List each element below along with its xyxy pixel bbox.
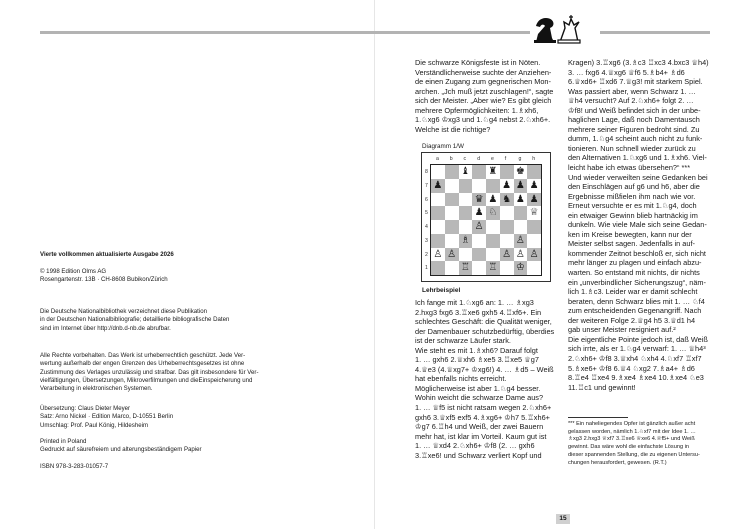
print-line: Gedruckt auf säurefreiem und alterungsbeständigem Papier	[40, 446, 202, 454]
rank-label: 4	[425, 224, 428, 230]
text-line: Ergebnisse mißfielen ihm nach wie vor.	[568, 191, 696, 201]
dnb-line: in der Deutschen Nationalbibliografie; detaillierte bibliografische Daten	[40, 316, 230, 324]
piece-g6: ♟	[515, 193, 525, 205]
square-b1	[445, 261, 459, 275]
text-line: tionieren. Nun schnell wieder zurück zu	[568, 143, 696, 153]
credit-line: Übersetzung: Claus Dieter Meyer	[40, 405, 131, 412]
header-rule-left	[40, 31, 530, 34]
square-a4	[431, 220, 445, 234]
file-label: b	[449, 156, 453, 162]
text-line: leicht habe ich etwas übersehen?“ ***	[568, 163, 691, 173]
text-line: 11.♖c1 und gewinnt!	[568, 382, 636, 392]
rights-line: wertung außerhalb der engen Grenzen des Urheberrechtsgesetzes ist ohne	[40, 360, 245, 368]
piece-f7: ♟	[502, 179, 512, 191]
text-line: sich der Meister. „Aber wie? Es gibt gleich	[415, 96, 552, 106]
text-line: Verständlicherweise suchte der Anziehen-	[415, 67, 552, 77]
text-line: ein etwaiger Gewinn blieb hartnäckig im	[568, 210, 698, 220]
square-f5	[500, 206, 514, 220]
credit-line: Satz: Arno Nickel · Edition Marco, D-10551 Berlin	[40, 413, 174, 421]
square-f6	[500, 193, 514, 207]
text-line: 8.♖e4 ♖xe4 9.♗xe4 ♗xe4 10.♗xe4 ♘e3	[568, 373, 704, 383]
square-b4	[445, 220, 459, 234]
square-f7	[500, 179, 514, 193]
text-line: ♔f8! und Weiß befindet sich in der unbe-	[568, 105, 701, 115]
square-e8	[486, 165, 500, 179]
rank-label: 3	[425, 237, 428, 244]
text-line: Kragen) 3.♖xg6 (3.♗c3 ♖xc3 4.bxc3 ♕h4)	[568, 58, 709, 67]
text-line: 1. … ♕f5 ist nicht ratsam wegen 2.♘xh6+	[415, 403, 552, 413]
square-g8	[514, 165, 528, 179]
isbn-line: ISBN 978-3-283-01057-7	[40, 463, 109, 470]
text-line: haglichen Lage, daß noch Damentausch	[568, 115, 700, 125]
square-g6	[514, 193, 528, 207]
square-d3	[472, 234, 486, 248]
text-column-left-top	[415, 58, 562, 134]
square-c6	[459, 193, 473, 207]
piece-d5: ♟	[474, 207, 484, 219]
text-line: ist der schwarze Läufer stark.	[415, 336, 511, 346]
piece-h7: ♟	[529, 179, 539, 191]
square-a5	[431, 206, 445, 220]
text-line: hat ebenfalls nichts erreicht.	[415, 374, 507, 384]
square-c4	[459, 220, 473, 234]
text-line: gab unser Meister resigniert auf.²	[568, 325, 676, 335]
square-g2	[514, 248, 528, 262]
diagram-label: Lehrbeispiel	[422, 287, 461, 294]
piece-b2: ♙	[447, 248, 457, 260]
piece-c8: ♝	[460, 166, 470, 177]
imprint-print	[40, 438, 350, 455]
text-line: dumm, 1.♘g4 scheint auch nicht zu funk-	[568, 134, 703, 144]
file-label: g	[518, 156, 522, 162]
square-b6	[445, 193, 459, 207]
square-f1	[500, 261, 514, 275]
text-line: ken im Kreise bewegten, kann nur der	[568, 229, 692, 239]
square-e3	[486, 234, 500, 248]
square-f3	[500, 234, 514, 248]
text-line: 6.♕xd6+ ♖xd6 7.♕g3! mit starkem Spiel.	[568, 77, 703, 87]
text-column-right	[568, 58, 710, 392]
piece-c1: ♖	[460, 262, 470, 274]
footnote-line: dieser spannenden Stellung, die zu eigenen Untersu-	[568, 451, 700, 458]
square-e4	[486, 220, 500, 234]
text-line: Möglicherweise ist aber 1.♘g4 besser.	[415, 383, 541, 393]
text-line: archen. „Jch muß jetzt zuschlagen!“, sagte	[415, 86, 554, 96]
square-g7	[514, 179, 528, 193]
rank-label: 7	[425, 182, 428, 189]
square-c1	[459, 261, 473, 275]
file-label: a	[436, 156, 439, 162]
file-label: d	[477, 156, 481, 162]
square-e1	[486, 261, 500, 275]
text-line: 5.♗xe6+ ♔f8 6.♕4 ♘xg2 7.♗a4+ ♗d6	[568, 363, 695, 373]
rights-line: Alle Rechte vorbehalten. Das Werk ist urheberrechtlich geschützt. Jede Ver-	[40, 352, 246, 359]
piece-g7: ♟	[515, 179, 525, 191]
text-line: 1.♘xg6 ♔xg3 und 1.♘g4 nebst 2.♘xh6+.	[415, 115, 551, 125]
rank-label: 2	[425, 251, 428, 258]
text-line: Erneut versuchte er es mit 1.♘g4, doch	[568, 201, 697, 211]
piece-f2: ♙	[502, 248, 512, 260]
file-label: h	[532, 156, 536, 162]
address-line: Rosengartenstr. 13B · CH-8608 Bubikon/Zürich	[40, 276, 168, 284]
square-g5	[514, 206, 528, 220]
text-line: mehrere Opfermöglichkeiten: 1.♗xh6,	[415, 105, 539, 115]
piece-e8: ♜	[488, 166, 498, 177]
footnote-line: ♗xg3 2.hxg3 ♕xf7 3.♖xe6 ♕xe6 4.♕f5+ und Weiß	[568, 436, 695, 443]
square-b2	[445, 248, 459, 262]
square-f8	[500, 165, 514, 179]
text-line: ♕h4 versucht? Auf 2.♘xh6+ folgt 2. …	[568, 96, 694, 106]
piece-a7: ♟	[433, 179, 443, 191]
piece-h6: ♟	[529, 193, 539, 205]
text-line: dunkeln. Wie viele Male sich seine Gedan-	[568, 220, 707, 230]
text-line: Was passiert aber, wenn Schwarz 1. …	[568, 86, 696, 96]
square-h5	[527, 206, 541, 220]
square-d7	[472, 179, 486, 193]
square-d4	[472, 220, 486, 234]
footnote-line: gewinnt. Das wäre wohl die einfachste Lösung in	[568, 444, 689, 451]
imprint-isbn	[40, 463, 350, 471]
square-f4	[500, 220, 514, 234]
text-line: sich irrte, als er 1.♘g4 verwarf: 1. … ♕h4³	[568, 344, 706, 354]
text-line: Die eigentliche Pointe jedoch ist, daß Weiß	[568, 334, 708, 344]
square-h7	[527, 179, 541, 193]
square-h2	[527, 248, 541, 262]
imprint-publisher	[40, 268, 350, 285]
text-line: 2.♘xh6+ ♔f8 3.♕xh4 ♘xh4 4.♘xf7 ♖xf7	[568, 353, 702, 363]
text-line: der weiteren Folge 2.♕g4 h5 3.♕d1 h4	[568, 315, 696, 325]
square-b5	[445, 206, 459, 220]
imprint-edition	[40, 251, 350, 259]
book-gutter	[374, 0, 375, 529]
text-line: kommender Zeitnot beschloß er, sich nicht	[568, 248, 706, 258]
text-line: mehrere seiner Figuren bedroht sind. Zu	[568, 124, 700, 134]
credit-line: Umschlag: Prof. Paul König, Hildesheim	[40, 421, 149, 429]
footnote-line: gelassen worden, nämlich 1.♘xf7 mit der Idee 1. …	[568, 428, 696, 435]
square-b3	[445, 234, 459, 248]
square-e7	[486, 179, 500, 193]
text-line: lich 1.♗c3. Leider war er damit schlecht	[568, 287, 698, 297]
chess-board	[430, 164, 542, 276]
text-column-left-bottom	[415, 298, 562, 460]
text-line: 1. … ♕xd4 2.♘xh6+ ♔f8 (2. … gxh6	[415, 441, 535, 451]
text-line: Welche ist die richtige?	[415, 124, 491, 134]
chess-pieces-logo-icon	[530, 14, 582, 44]
text-line: den Einschlägen auf g6 und h6, aber die	[568, 182, 700, 192]
text-line: Wie steht es mit 1.♗xh6? Darauf folgt	[415, 345, 538, 355]
square-c7	[459, 179, 473, 193]
footnote-rule	[568, 417, 628, 418]
square-c8	[459, 165, 473, 179]
rank-label: 8	[425, 169, 428, 175]
text-line: Wohin weicht die schwarze Dame aus?	[415, 393, 544, 403]
text-line: warten. So entstand mit nichts, dir nichts	[568, 268, 700, 278]
text-line: ♔g7 6.♖h4 und Weiß, der zwei Bauern	[415, 422, 544, 432]
text-line: 2.hxg3 fxg6 3.♖xe6 gxh5 4.♖xf6+. Ein	[415, 307, 542, 317]
square-d2	[472, 248, 486, 262]
edition-title: Vierte vollkommen aktualisierte Ausgabe 2026	[40, 251, 174, 258]
footnote-line: *** Ein naheliegendes Opfer ist gänzlich außer acht	[568, 421, 696, 427]
piece-g3: ♙	[515, 234, 525, 246]
footnote	[568, 421, 710, 467]
text-line: zum entscheidenden Gegenangriff. Nach	[568, 306, 702, 316]
square-c3	[459, 234, 473, 248]
square-d8	[472, 165, 486, 179]
text-line: de einen Zugang zum gegnerischen Mon-	[415, 77, 551, 87]
square-b8	[445, 165, 459, 179]
square-a2	[431, 248, 445, 262]
rank-label: 5	[425, 210, 428, 217]
square-d5	[472, 206, 486, 220]
square-a7	[431, 179, 445, 193]
text-line: mehr hat, ist klar im Vorteil. Kaum gut ist	[415, 431, 547, 441]
piece-e6: ♟	[488, 193, 498, 205]
piece-h2: ♙	[529, 248, 539, 260]
piece-d4: ♙	[474, 221, 484, 232]
piece-a2: ♙	[433, 248, 443, 260]
text-line: schlechtes Geschäft: die Qualität weniger,	[415, 317, 552, 327]
header-rule-right	[600, 31, 710, 34]
piece-g2: ♙	[515, 248, 525, 260]
square-e2	[486, 248, 500, 262]
print-line: Printed in Poland	[40, 438, 87, 445]
square-h6	[527, 193, 541, 207]
text-line: beraten, denn Schwarz blies mit 1. … ♘f4	[568, 296, 705, 306]
text-line: Und wieder verweilten seine Gedanken bei	[568, 172, 708, 182]
imprint-dnb	[40, 308, 350, 333]
text-line: Meister selbst sagen. Jedenfalls in auf-	[568, 239, 695, 249]
rights-line: Verarbeitung in elektronischen Systemen.	[40, 385, 153, 393]
square-g3	[514, 234, 528, 248]
square-g1	[514, 261, 528, 275]
text-line: mehr länger zu plagen und einfach abzu-	[568, 258, 702, 268]
text-line: 3.♖xe6! und Schwarz verliert Kopf und	[415, 450, 542, 460]
imprint-rights	[40, 352, 350, 393]
square-d6	[472, 193, 486, 207]
rank-label: 6	[425, 196, 428, 203]
rights-line: vielfältigungen, Übersetzungen, Mikroverfilmungen und dieEinspeicherung und	[40, 376, 253, 384]
piece-d6: ♛	[474, 193, 484, 205]
text-line: Die schwarze Königsfeste ist in Nöten.	[415, 58, 541, 67]
text-line: 3. … fxg6 4.♕xg6 ♕f6 5.♗b4+ ♗d6	[568, 67, 685, 77]
square-h8	[527, 165, 541, 179]
diagram-caption: Diagramm 1/W	[422, 143, 464, 150]
square-e6	[486, 193, 500, 207]
footnote-line: chungen herausfordert, gewesen. (R.T.)	[568, 459, 667, 466]
piece-f6: ♞	[502, 193, 512, 205]
square-b7	[445, 179, 459, 193]
piece-c3: ♗	[460, 234, 470, 246]
square-e5	[486, 206, 500, 220]
square-h1	[527, 261, 541, 275]
square-a1	[431, 261, 445, 275]
file-label: c	[463, 156, 467, 162]
piece-g8: ♚	[515, 166, 525, 177]
square-f2	[500, 248, 514, 262]
square-c5	[459, 206, 473, 220]
file-label: f	[504, 156, 507, 162]
square-a8	[431, 165, 445, 179]
square-g4	[514, 220, 528, 234]
piece-h5: ♕	[529, 207, 539, 219]
text-line: der Damenbauer schutzbedürftig, überdies	[415, 326, 555, 336]
square-h4	[527, 220, 541, 234]
page-number: 15	[556, 514, 570, 524]
square-a6	[431, 193, 445, 207]
copyright-line: © 1998 Edition Olms AG	[40, 268, 107, 275]
text-line: gxh6 3.♕xf5 exf5 4.♗xg6+ ♔h7 5.♖xh6+	[415, 412, 550, 422]
dnb-line: sind im Internet über http://dnb.d-nb.de abrufbar.	[40, 324, 171, 332]
square-a3	[431, 234, 445, 248]
text-line: ein „unverbindlicher Sicherungszug“, näm-	[568, 277, 706, 287]
rank-label: 1	[425, 265, 428, 272]
square-c2	[459, 248, 473, 262]
piece-e5: ♘	[488, 207, 498, 219]
text-line: 1. … gxh6 2.♕xh6 ♗xe5 3.♖xe5 ♕g7	[415, 355, 539, 365]
text-line: den Alternativen 1.♘xg6 und 1.♗xh6. Viel-	[568, 153, 707, 163]
piece-e1: ♖	[488, 262, 498, 274]
file-label: e	[491, 156, 494, 162]
piece-g1: ♔	[515, 262, 525, 274]
square-d1	[472, 261, 486, 275]
rights-line: Zustimmung des Verlages unzulässig und strafbar. Das gilt insbesondere für Ver-	[40, 368, 259, 376]
dnb-line: Die Deutsche Nationalbibliothek verzeichnet diese Publikation	[40, 308, 207, 315]
imprint-credits	[40, 405, 350, 430]
square-h3	[527, 234, 541, 248]
text-line: Ich fange mit 1.♘xg6 an: 1. … ♗xg3	[415, 298, 534, 307]
text-line: 4.♕e3 (4.♕xg7+ ♔xg6!) 4. … ♗d5 – Weiß	[415, 364, 554, 374]
